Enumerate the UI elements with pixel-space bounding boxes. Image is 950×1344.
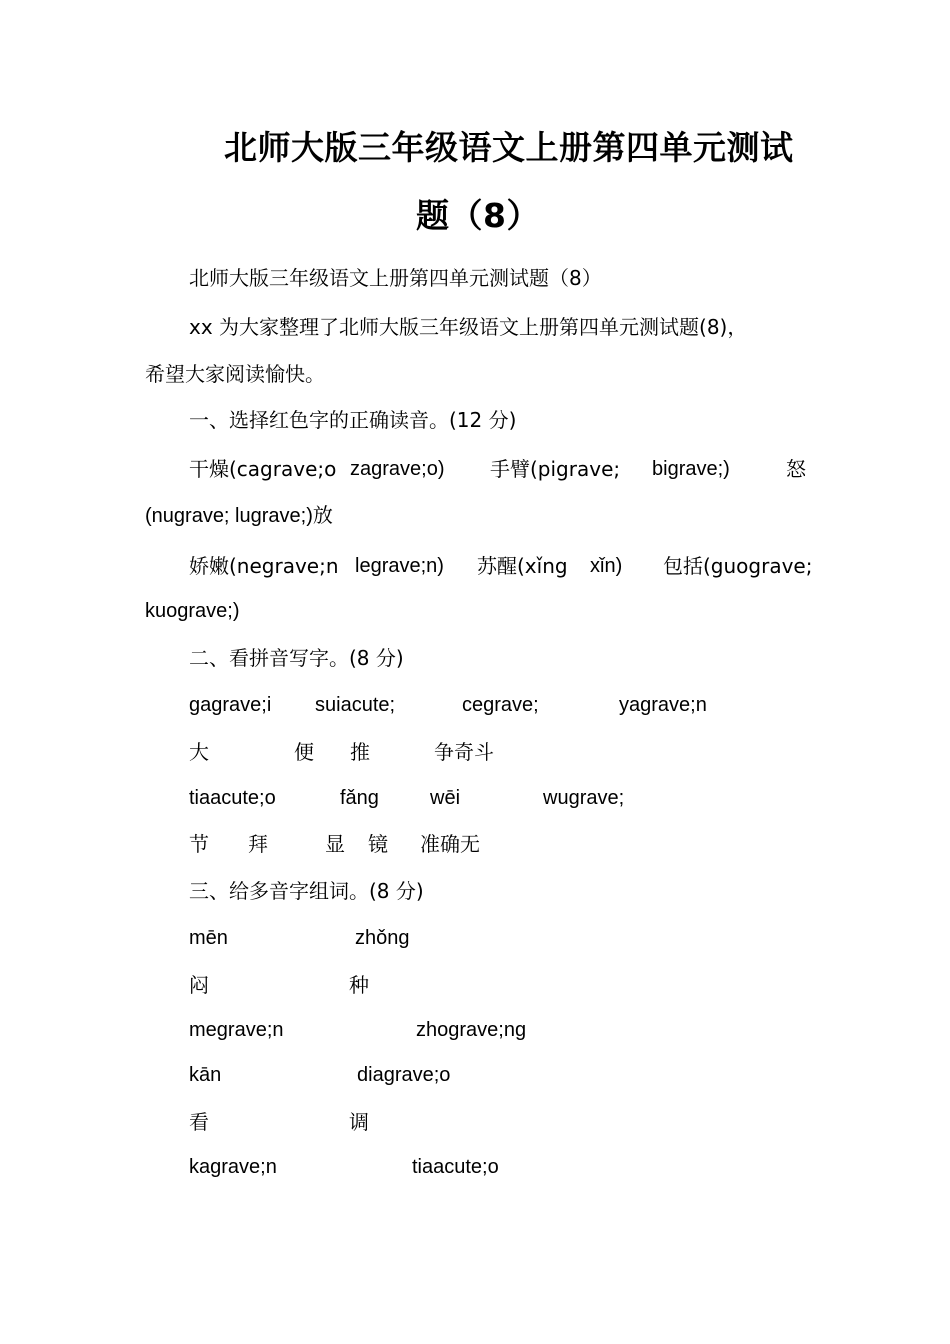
pinyin-item: mēn [189,927,228,949]
char-item: 争奇斗 [434,740,494,764]
pinyin-item: kagrave;n [189,1156,277,1178]
section-3-heading: 三、给多音字组词。(8 分) [189,879,424,903]
pinyin-item: wēi [430,787,461,809]
pinyin-item: suiacute; [315,694,396,716]
section-2-heading: 二、看拼音写字。(8 分) [189,646,404,670]
question-item: 干燥(cagrave;o [189,457,337,481]
question-item: xǐn) [590,555,623,577]
section-2-char-row-2 [0,832,950,858]
char-item: 节 [189,832,209,856]
char-item: 便 [294,740,314,764]
section-3-row-5 [0,1110,950,1136]
pinyin-item: zhograve;ng [416,1019,527,1041]
document-title-line-2: 题（8） [416,196,540,235]
pinyin-item: kān [189,1064,222,1086]
section-3-row-3 [0,1018,950,1044]
char-item: 看 [189,1110,209,1134]
pinyin-item: gagrave;i [189,694,272,716]
pinyin-item: diagrave;o [357,1064,451,1086]
pinyin-item: tiaacute;o [412,1156,499,1178]
pinyin-item: megrave;n [189,1019,284,1041]
question-item: 包括(guograve; [663,554,813,578]
pinyin-item: zhǒng [355,927,410,949]
question-item: 手臂(pigrave; [490,457,621,481]
char-item: 种 [349,973,369,997]
question-item: 娇嫩(negrave;n [189,554,339,578]
question-item: 怒 [786,457,806,481]
char-item: 镜 [368,832,388,856]
question-item: bigrave;) [652,458,730,480]
section-3-row-4 [0,1063,950,1089]
question-item: legrave;n) [355,555,444,577]
char-item: 闷 [189,973,209,997]
section-2-pinyin-row-2 [0,786,950,812]
pinyin-item: fǎng [340,787,379,809]
section-1-row-2 [0,554,950,580]
document-title-line-1: 北师大版三年级语文上册第四单元测试 [224,128,794,167]
question-item: zagrave;o) [350,458,445,480]
char-item: 准确无 [420,832,480,856]
section-2-pinyin-row-1 [0,693,950,719]
section-3-row-2 [0,973,950,999]
pinyin-item: cegrave; [462,694,539,716]
section-1-row-2-continued: kuograve;) [145,600,240,622]
pinyin-item: yagrave;n [619,694,707,716]
char-item: 调 [349,1110,369,1134]
pinyin-item: tiaacute;o [189,787,276,809]
section-1-row-1-continued: (nugrave; lugrave;)放 [145,505,333,527]
char-item: 大 [189,740,209,764]
char-item: 拜 [248,832,268,856]
question-item: 苏醒(xǐng [477,554,568,578]
char-item: 推 [350,740,370,764]
section-1-row-1 [0,457,950,483]
section-2-char-row-1 [0,740,950,766]
intro-paragraph-2-line-1: xx 为大家整理了北师大版三年级语文上册第四单元测试题(8)， [189,315,748,339]
intro-paragraph-2-line-2: 希望大家阅读愉快。 [145,362,325,386]
intro-paragraph-1: 北师大版三年级语文上册第四单元测试题（8） [189,266,602,290]
section-3-row-1 [0,926,950,952]
section-1-heading: 一、选择红色字的正确读音。(12 分) [189,408,517,432]
pinyin-item: wugrave; [543,787,625,809]
char-item: 显 [325,832,345,856]
section-3-row-6 [0,1155,950,1181]
